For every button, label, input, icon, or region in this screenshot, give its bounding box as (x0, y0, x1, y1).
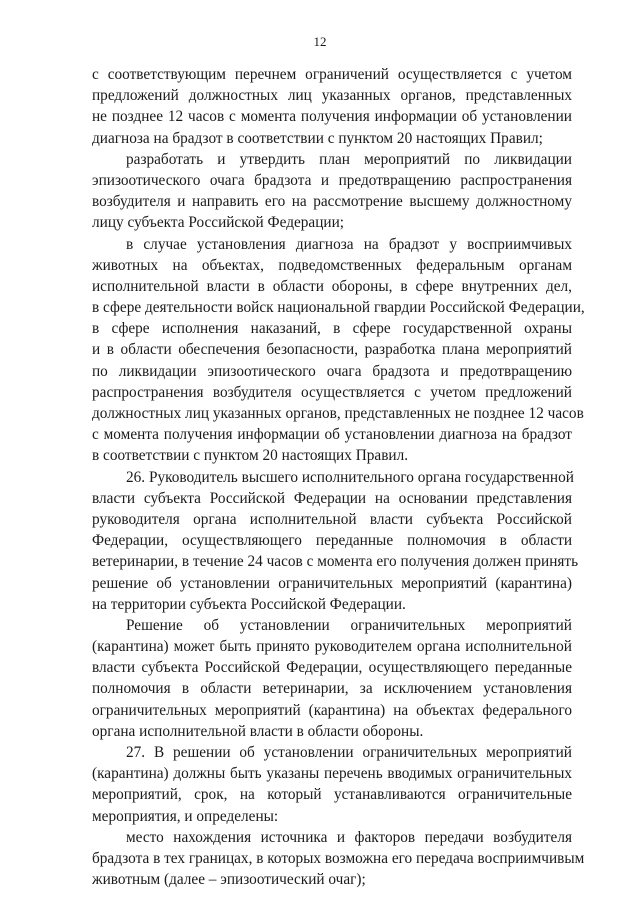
document-body (92, 64, 585, 890)
text-line: решение об установлении ограничительных мероприятий (карантина) (92, 574, 572, 592)
text-line: власти субъекта Российской Федерации на основании представления (92, 489, 572, 507)
text-line: животных на объектах, подведомственных федеральным органам (92, 256, 572, 274)
text-line: ветеринарии, в течение 24 часов с момента его получения должен принять (92, 553, 579, 571)
text-line: лицу субъекта Российской Федерации; (92, 214, 345, 232)
text-line: в сфере исполнения наказаний, в сфере государственной охраны (92, 320, 572, 338)
text-line: исполнительной власти в области обороны, в сфере внутренних дел, (92, 277, 572, 295)
text-line: брадзота в тех границах, в которых возможна его передача восприимчивым (92, 849, 585, 867)
text-line: по ликвидации эпизоотического очага брадзота и предотвращению (92, 362, 572, 380)
text-line: руководителя органа исполнительной власти субъекта Российской (92, 510, 572, 528)
text-line: в случае установления диагноза на брадзот у восприимчивых (126, 235, 572, 253)
text-line: Решение об установлении ограничительных мероприятий (126, 616, 572, 634)
text-line: (карантина) должны быть указаны перечень вводимых ограничительных (92, 765, 572, 783)
text-line: с момента получения информации об установлении диагноза на брадзот (92, 426, 572, 444)
text-line: ограничительных мероприятий (карантина) на объектах федерального (92, 701, 572, 719)
text-line: с соответствующим перечнем ограничений осуществляется с учетом (92, 66, 572, 83)
text-line: мероприятий, срок, на который устанавливаются ограничительные (92, 786, 572, 804)
paragraph (92, 467, 579, 615)
text-line: диагноза на брадзот в соответствии с пунктом 20 настоящих Правил; (92, 129, 543, 147)
text-line: и в области обеспечения безопасности, разработка плана мероприятий (92, 341, 572, 359)
paragraph (92, 742, 572, 827)
text-line: Федерации, осуществляющего переданные полномочия в области (92, 532, 572, 550)
text-line: в сфере деятельности войск национальной гвардии Российской Федерации, (92, 299, 585, 317)
text-line: власти субъекта Российской Федерации, осуществляющего переданные (92, 659, 572, 677)
text-line: разработать и утвердить план мероприятий по ликвидации (126, 150, 572, 168)
text-line: (карантина) может быть принято руководителем органа исполнительной (92, 638, 572, 656)
text-line: животным (далее – эпизоотический очаг); (92, 871, 366, 889)
paragraph (92, 64, 572, 149)
text-line: возбудителя и направить его на рассмотрение высшему должностному (92, 193, 572, 211)
text-line: место нахождения источника и факторов передачи возбудителя (126, 828, 572, 846)
text-line: полномочия в области ветеринарии, за исключением установления (92, 680, 572, 698)
paragraph (92, 234, 585, 467)
text-line: распространения возбудителя осуществляется с учетом предложений (92, 383, 572, 401)
text-line: мероприятия, и определены: (92, 807, 279, 825)
text-line: 27. В решении об установлении ограничительных мероприятий (126, 744, 572, 761)
page-number: 12 (313, 34, 327, 49)
text-line: не позднее 12 часов с момента получения информации об установлении (92, 108, 572, 126)
text-line: органа исполнительной власти в области обороны. (92, 722, 424, 740)
paragraph (92, 615, 572, 742)
text-line: должностных лиц указанных органов, представленных не позднее 12 часов (92, 405, 584, 422)
text-line: предложений должностных лиц указанных органов, представленных (92, 87, 572, 105)
text-line: 26. Руководитель высшего исполнительного органа государственной (126, 468, 574, 486)
paragraph (92, 827, 585, 891)
text-line: эпизоотического очага брадзота и предотвращению распространения (92, 171, 572, 189)
text-line: в соответствии с пунктом 20 настоящих Правил. (92, 447, 409, 465)
text-line: на территории субъекта Российской Федерации. (92, 595, 406, 613)
paragraph (92, 149, 572, 234)
